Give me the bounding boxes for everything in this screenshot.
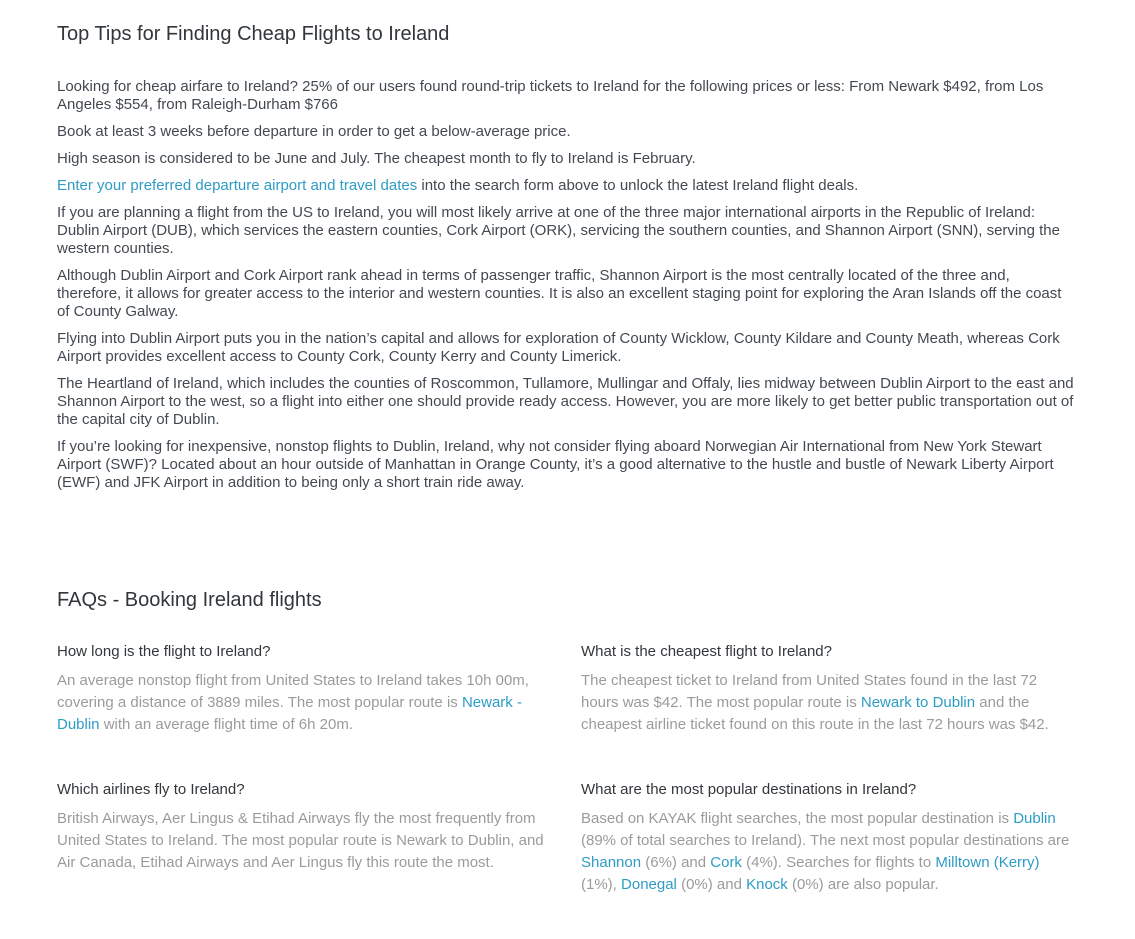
faq-item-flight-duration [57,642,551,736]
tip-paragraph: Book at least 3 weeks before departure in order to get a below-average price. [57,123,571,140]
tip-paragraph: High season is considered to be June and July. The cheapest month to fly to Ireland is February. [57,150,696,167]
tip-paragraph: If you are planning a flight from the US to Ireland, you will most likely arrive at one of the three major international airports in the Republic of Ireland: Dublin Airport (DUB), which services the eastern counties, Cork Airport (ORK), servicing the southern counties, and Shannon Airport (SNN), serving the western counties. [57,204,1060,257]
text-link[interactable]: Cork [710,854,742,871]
faq-answer: The cheapest ticket to Ireland from United States found in the last 72 hours was $42. The most popular route is Newark to Dublin and the cheapest airline ticket found on this route in the last 72 hours was $42. [581,672,1049,733]
text-link[interactable]: Newark to Dublin [860,694,976,711]
faq-question: What is the cheapest flight to Ireland? [581,643,832,660]
faq-answer: An average nonstop flight from United States to Ireland takes 10h 00m, covering a distance of 3889 miles. The most popular route is Newark - Dublin with an average flight time of 6h 20m. [57,672,529,733]
faq-item-popular-destinations [581,780,1075,896]
tip-paragraph: Although Dublin Airport and Cork Airport rank ahead in terms of passenger traffic, Shannon Airport is the most centrally located of the three and, therefore, it allows for greater access to the interior and western counties. It is also an excellent staging point for exploring the Aran Islands off the coast of County Galway. [57,267,1062,320]
tip-paragraph: The Heartland of Ireland, which includes the counties of Roscommon, Tullamore, Mullingar and Offaly, lies midway between Dublin Airport to the east and Shannon Airport to the west, so a flight into either one should provide ready access. However, you are more likely to get better public transportation out of the capital city of Dublin. [57,375,1074,428]
faq-answer: British Airways, Aer Lingus & Etihad Airways fly the most frequently from United States to Ireland. The most popular route is Newark to Dublin, and Air Canada, Etihad Airways and Aer Lingus fly this route the most. [57,810,544,871]
faq-grid [57,642,1075,896]
tip-paragraph: If you’re looking for inexpensive, nonstop flights to Dublin, Ireland, why not consider flying aboard Norwegian Air International from New York Stewart Airport (SWF)? Located about an hour outside of Manhattan in Orange County, it’s a good alternative to the hustle and bustle of Newark Liberty Airport (EWF) and JFK Airport in addition to being only a short train ride away. [57,438,1054,491]
text-link[interactable]: Enter your preferred departure airport and travel dates [57,177,418,194]
top-tips-section [57,22,1075,492]
faq-question: Which airlines fly to Ireland? [57,781,245,798]
top-tips-title: Top Tips for Finding Cheap Flights to Ireland [57,23,450,45]
faqs-section [57,588,1075,896]
text-link[interactable]: Milltown (Kerry) [935,854,1040,871]
text-link[interactable]: Donegal [621,876,677,893]
text-link[interactable]: Dublin [1013,810,1056,827]
tip-paragraph: Enter your preferred departure airport and travel dates into the search form above to unlock the latest Ireland flight deals. [57,177,859,194]
page-content [57,22,1075,896]
faq-item-cheapest-flight [581,642,1075,736]
faq-answer: Based on KAYAK flight searches, the most popular destination is Dublin (89% of total searches to Ireland). The next most popular destinations are Shannon (6%) and Cork (4%). Searches for flights to Milltown (Kerry) (1%), Donegal (0%) and Knock (0%) are also popular. [581,810,1070,893]
text-link[interactable]: Knock [746,876,788,893]
faq-question: How long is the flight to Ireland? [57,643,271,660]
faq-question: What are the most popular destinations in Ireland? [581,781,917,798]
text-link[interactable]: Shannon [581,854,642,871]
tip-paragraph: Flying into Dublin Airport puts you in the nation’s capital and allows for exploration of County Wicklow, County Kildare and County Meath, whereas Cork Airport provides excellent access to County Cork, County Kerry and County Limerick. [57,330,1060,365]
faqs-title: FAQs - Booking Ireland flights [57,589,322,611]
faq-item-airlines [57,780,551,896]
text-link[interactable]: Newark - Dublin [57,694,522,733]
tip-paragraph: Looking for cheap airfare to Ireland? 25% of our users found round-trip tickets to Ireland for the following prices or less: From Newark $492, from Los Angeles $554, from Raleigh-Durham $766 [57,78,1044,113]
